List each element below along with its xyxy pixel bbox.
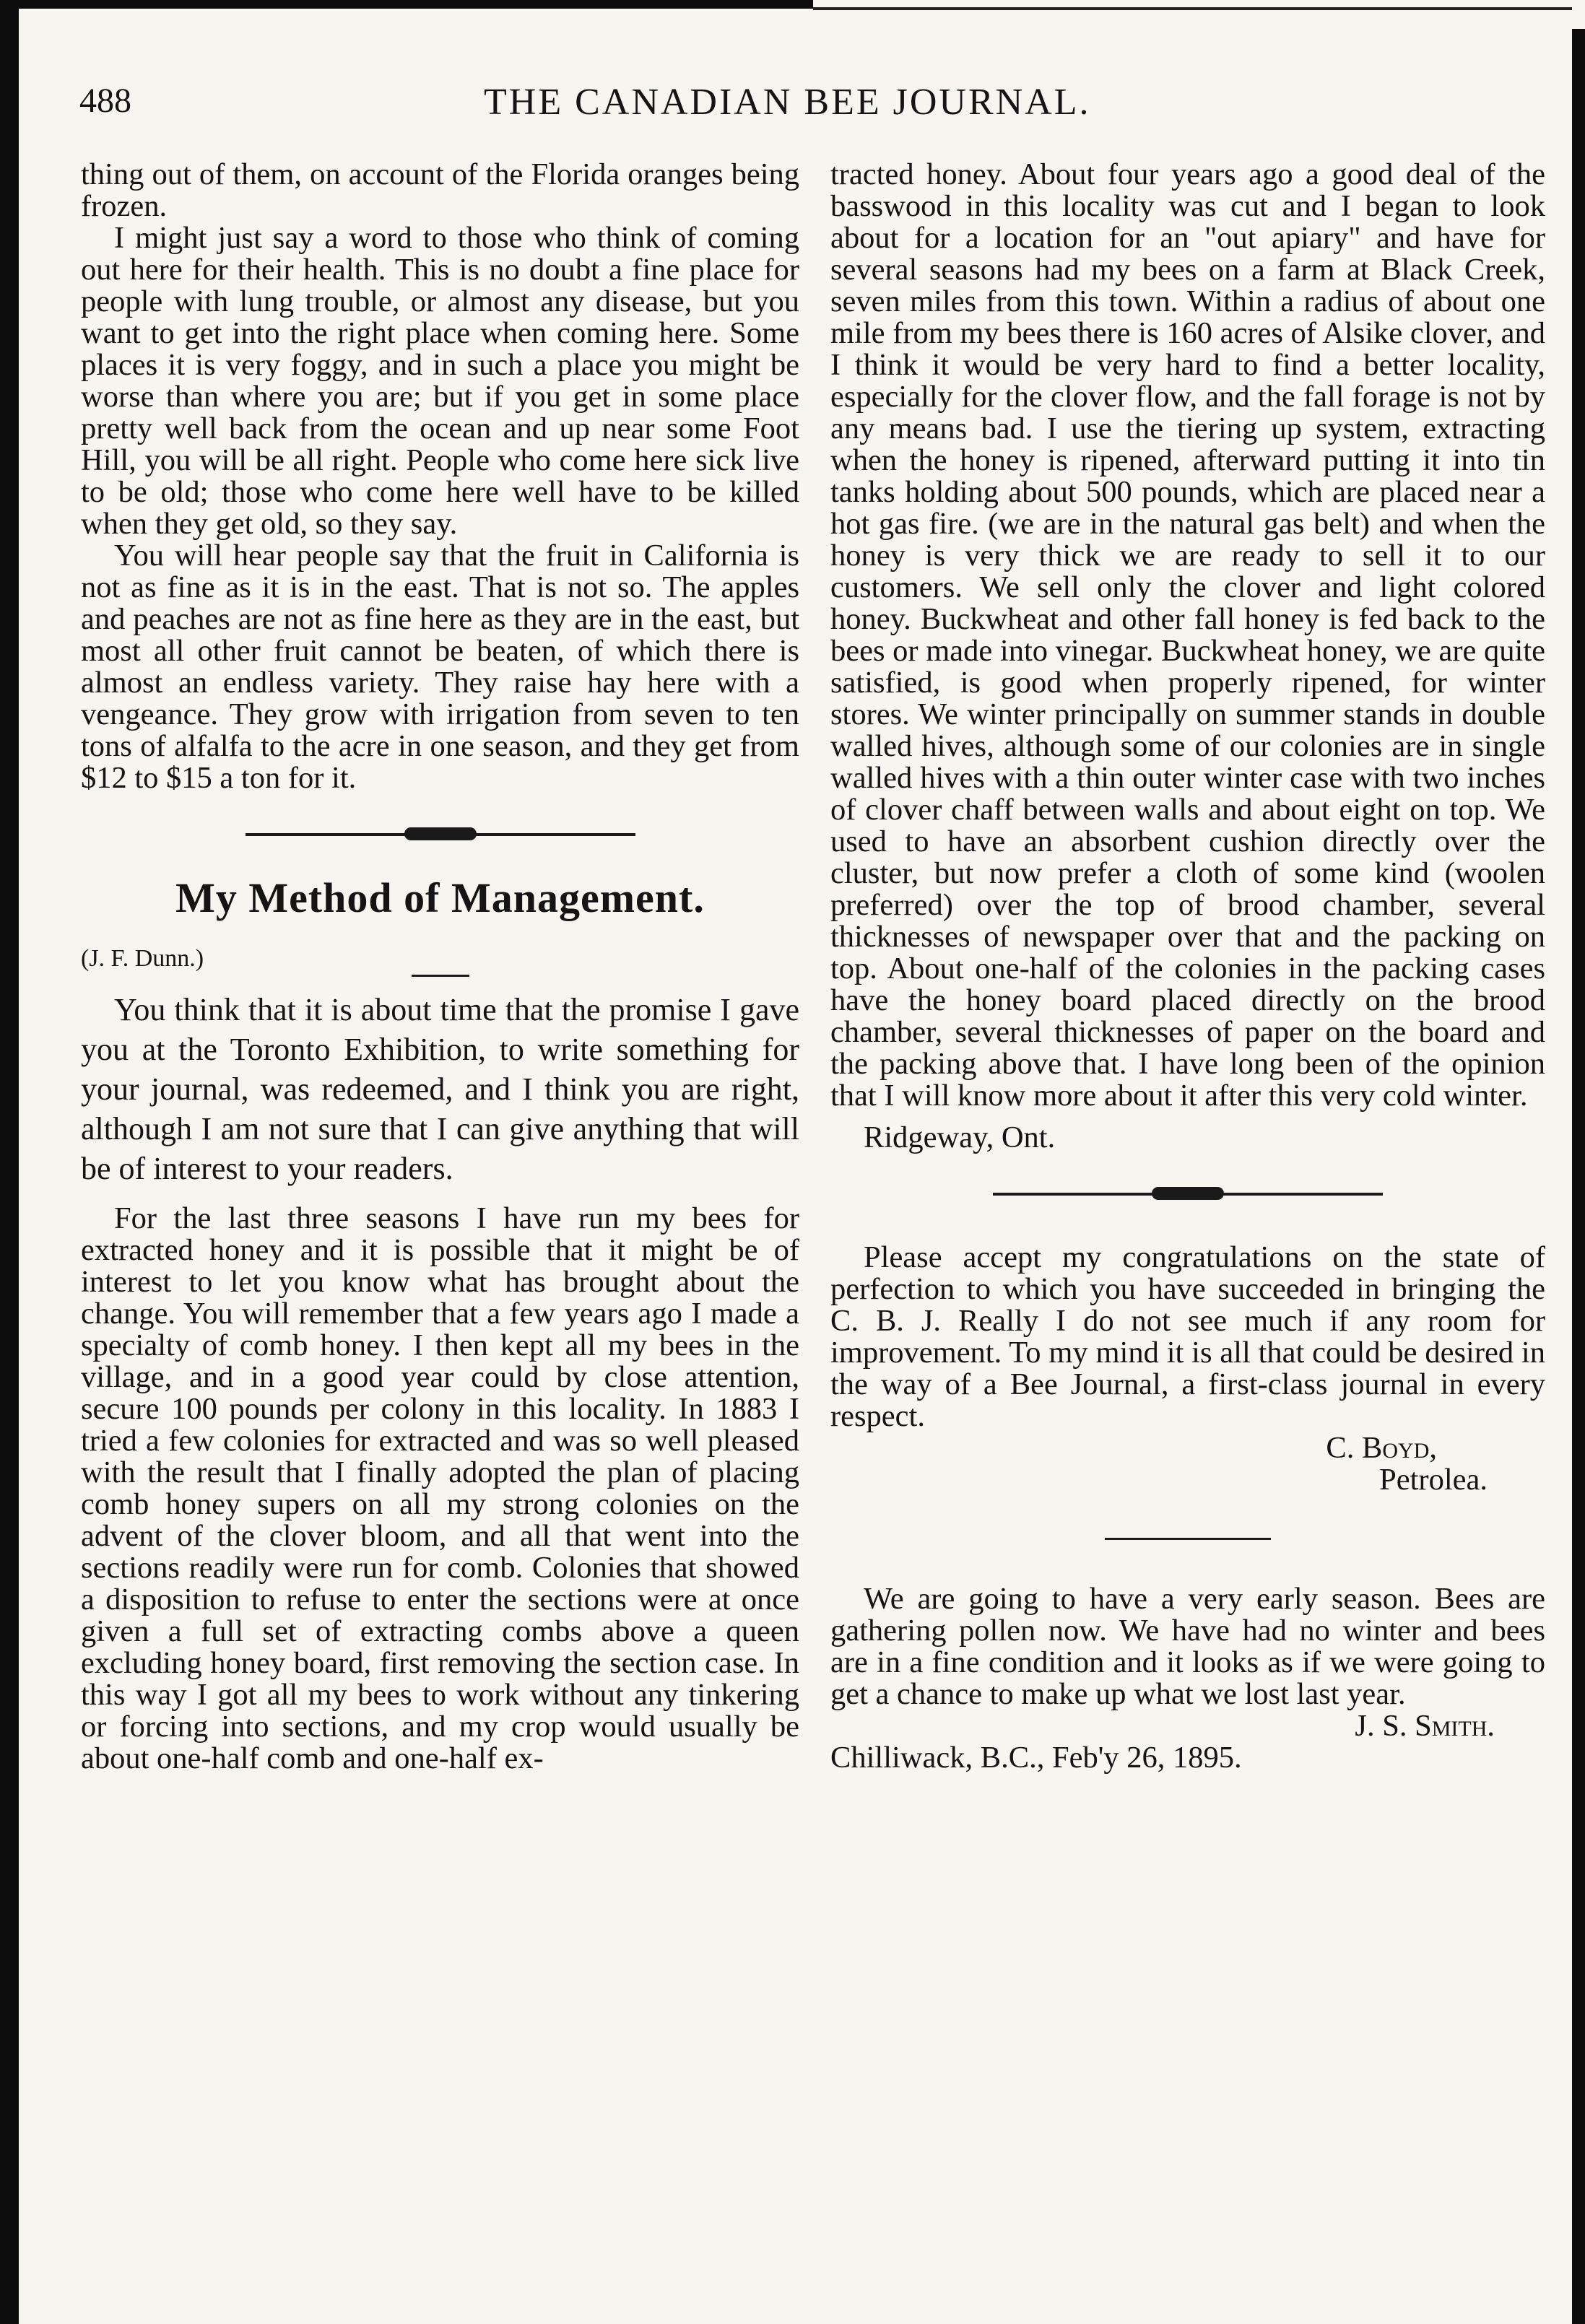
short-divider [1105, 1538, 1271, 1540]
body-paragraph: For the last three seasons I have run my bees for extracted honey and it is possible that it might be of interest to let you know what has brought about the change. You will remember that a few years ago I made a specialty of comb honey. I then kept all my bees in the village, and in a good year could by close attention, secure 100 pounds per colony in this locality. In 1883 I tried a few colonies for extracted and was so well pleased with the result that I finally adopted the plan of placing comb honey supers on all my strong colonies on the advent of the clover bloom, and all that went into the sections readily were run for comb. Colonies that showed a disposition to refuse to enter the sections were at once given a full set of extracting combs above a queen excluding honey board, first removing the section case. In this way I got all my bees to work without any tinkering or forcing into sections, and my crop would usually be about one-half comb and one-half ex- [81, 1201, 799, 1775]
article-title: My Method of Management. [175, 874, 705, 921]
byline-rule [412, 975, 469, 977]
lead-paragraph: You think that it is about time that the promise I gave you at the Toronto Exhibition, to write something for your journal, was redeemed, and I think you are right, although I am not sure that I can give anything that will be of interest to your readers. [81, 992, 799, 1186]
left-column [81, 159, 799, 1775]
continued-paragraph: thing out of them, on account of the Florida oranges being frozen. [81, 157, 799, 223]
divider-ornament [404, 827, 477, 840]
divider-ornament [1152, 1187, 1224, 1200]
running-header [79, 81, 1488, 131]
article-byline: (J. F. Dunn.) [81, 945, 204, 972]
page-binding-edge-right [1572, 29, 1585, 2324]
place-boyd: Petrolea. [1379, 1463, 1488, 1497]
paragraph-fruit: You will hear people say that the fruit in California is not as fine as it is in the east. That is not so. The apples and peaches are not as fine here as they are in the east, but most all other fruit cannot be beaten, of which there is almost an endless variety. They raise hay here with a vengeance. They grow with irrigation from seven to ten tons of alfalfa to the acre in one season, and they get from $12 to $15 a ton for it. [81, 539, 799, 795]
page-number: 488 [79, 82, 131, 120]
paragraph-health: I might just say a word to those who think of coming out here for their health. This is no doubt a fine place for people with lung trouble, or almost any disease, but you want to get into the right place when coming here. Some places it is very foggy, and in such a place you might be worse than where you are; but if you get in some place pretty well back from the ocean and up near some Foot Hill, you will be all right. People who come here sick live to be old; those who come here well have to be killed when they get old, so they say. [81, 221, 799, 541]
letter-boyd: Please accept my congratulations on the state of perfection to which you have succeeded in bringing the C. B. J. Really I do not see much if any room for improvement. To my mind it is all that could be desired in the way of a Bee Journal, a first-class journal in every respect. [830, 1240, 1545, 1433]
continued-paragraph-right: tracted honey. About four years ago a good deal of the basswood in this locality was cut and I began to look about for a location for an "out apiary" and have for several seasons had my bees on a farm at Black Creek, seven miles from this town. Within a radius of about one mile from my bees there is 160 acres of Alsike clover, and I think it would be very hard to find a better locality, especially for the clover flow, and the fall forage is not by any means bad. I use the tiering up system, extracting when the honey is ripened, afterward putting it into tin tanks holding about 500 pounds, which are placed near a hot gas fire. (we are in the natural gas belt) and when the honey is very thick we are ready to sell it to our customers. We sell only the clover and light colored honey. Buckwheat and other fall honey is fed back to the bees or made into vinegar. Buckwheat honey, we are quite satisfied, is good when properly ripened, for winter stores. We winter principally on summer stands in double walled hives, although some of our colonies are in single walled hives with a thin outer winter case with two inches of clover chaff between walls and about eight on top. We used to have an absorbent cushion directly over the cluster, but now prefer a cloth of some kind (woolen preferred) over the top of brood chamber, several thicknesses of newspaper over that and the packing on top. About one-half of the colonies in the packing cases have the honey board placed directly on the brood chamber, several thicknesses of paper on the board and the packing above that. I have long been of the opinion that I will know more about it after this very cold winter. [830, 157, 1545, 1113]
ornamental-divider [246, 833, 635, 836]
place-date-smith: Chilliwack, B.C., Feb'y 26, 1895. [830, 1741, 1242, 1775]
signature-smith: J. S. Smith. [1355, 1709, 1495, 1743]
top-edge-rule-thin [813, 7, 1572, 10]
signature-boyd: C. Boyd, [1326, 1431, 1437, 1465]
top-edge-rule [19, 0, 813, 9]
letter-smith: We are going to have a very early season. Bees are gathering pollen now. We have had no winter and bees are in a fine condition and it looks as if we were going to get a chance to make up what we lost last year. [830, 1582, 1545, 1711]
journal-title: THE CANADIAN BEE JOURNAL. [484, 82, 1091, 123]
right-column [830, 159, 1545, 1774]
article-place: Ridgeway, Ont. [864, 1120, 1056, 1154]
ornamental-divider-right [993, 1193, 1383, 1196]
page-binding-edge-left [0, 0, 19, 2324]
